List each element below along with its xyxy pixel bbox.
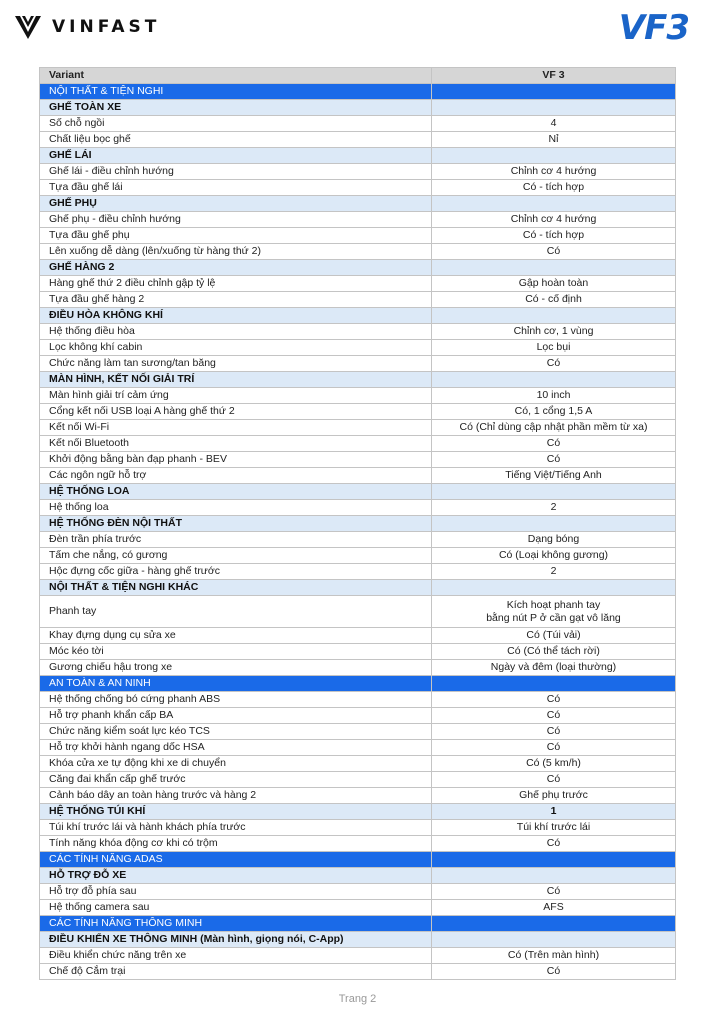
table-row xyxy=(40,596,676,628)
table-row xyxy=(40,212,676,228)
spec-label: Lọc không khí cabin xyxy=(40,340,432,356)
spec-value: Dạng bóng xyxy=(432,532,676,548)
table-row xyxy=(40,228,676,244)
section-value-cell xyxy=(432,852,676,868)
spec-label: Tấm che nắng, có gương xyxy=(40,548,432,564)
table-row xyxy=(40,292,676,308)
subsection-title: HỆ THỐNG TÚI KHÍ xyxy=(40,804,432,820)
spec-value: 10 inch xyxy=(432,388,676,404)
subsection-header-row xyxy=(40,308,676,324)
spec-label: Kết nối Bluetooth xyxy=(40,436,432,452)
spec-value: Có (5 km/h) xyxy=(432,756,676,772)
spec-table xyxy=(39,67,676,980)
subsection-header-row xyxy=(40,196,676,212)
section-title: CÁC TÍNH NĂNG ADAS xyxy=(40,852,432,868)
vinfast-logo-icon xyxy=(14,14,42,40)
spec-label: Cổng kết nối USB loại A hàng ghế thứ 2 xyxy=(40,404,432,420)
section-value-cell xyxy=(432,676,676,692)
spec-value: Có xyxy=(432,692,676,708)
spec-value xyxy=(432,596,676,628)
spec-value: Có xyxy=(432,836,676,852)
table-row xyxy=(40,644,676,660)
subsection-title: MÀN HÌNH, KẾT NỐI GIẢI TRÍ xyxy=(40,372,432,388)
subsection-title: ĐIỀU KHIỂN XE THÔNG MINH (Màn hình, giọng nói, C-App) xyxy=(40,932,432,948)
table-row xyxy=(40,324,676,340)
subsection-header-row xyxy=(40,804,676,820)
brand-name: VINFAST xyxy=(52,17,161,37)
spec-value: Có (Có thể tách rời) xyxy=(432,644,676,660)
table-row xyxy=(40,500,676,516)
table-row xyxy=(40,356,676,372)
subsection-title: GHẾ HÀNG 2 xyxy=(40,260,432,276)
spec-value: Có (Túi vải) xyxy=(432,628,676,644)
spec-value: 2 xyxy=(432,564,676,580)
spec-label: Hệ thống điều hòa xyxy=(40,324,432,340)
spec-value: Có - tích hợp xyxy=(432,180,676,196)
spec-label: Số chỗ ngồi xyxy=(40,116,432,132)
table-row xyxy=(40,164,676,180)
subsection-value-cell xyxy=(432,260,676,276)
spec-value: Chỉnh cơ 4 hướng xyxy=(432,164,676,180)
spec-label: Chế độ Cắm trại xyxy=(40,964,432,980)
spec-value: 2 xyxy=(432,500,676,516)
table-row xyxy=(40,900,676,916)
table-row xyxy=(40,468,676,484)
subsection-title: HỆ THỐNG ĐÈN NỘI THẤT xyxy=(40,516,432,532)
page-number: Trang 2 xyxy=(338,993,377,1005)
table-row xyxy=(40,948,676,964)
subsection-header-row xyxy=(40,100,676,116)
spec-label: Khay đựng dụng cụ sửa xe xyxy=(40,628,432,644)
spec-value: Có xyxy=(432,708,676,724)
subsection-value-cell xyxy=(432,196,676,212)
subsection-title: GHẾ LÁI xyxy=(40,148,432,164)
table-row xyxy=(40,132,676,148)
spec-value: Túi khí trước lái xyxy=(432,820,676,836)
section-title: AN TOÀN & AN NINH xyxy=(40,676,432,692)
table-row xyxy=(40,564,676,580)
spec-value: AFS xyxy=(432,900,676,916)
subsection-value-cell xyxy=(432,516,676,532)
spec-value: Có xyxy=(432,356,676,372)
spec-label: Hệ thống chống bó cứng phanh ABS xyxy=(40,692,432,708)
table-row xyxy=(40,180,676,196)
spec-value: Có xyxy=(432,740,676,756)
table-row xyxy=(40,788,676,804)
spec-label: Hỗ trợ phanh khẩn cấp BA xyxy=(40,708,432,724)
table-row xyxy=(40,964,676,980)
table-row xyxy=(40,244,676,260)
subsection-value-cell xyxy=(432,580,676,596)
table-row xyxy=(40,404,676,420)
spec-value: Có xyxy=(432,772,676,788)
spec-label: Chức năng kiểm soát lực kéo TCS xyxy=(40,724,432,740)
spec-label: Tựa đầu ghế lái xyxy=(40,180,432,196)
subsection-title: HỆ THỐNG LOA xyxy=(40,484,432,500)
table-row xyxy=(40,756,676,772)
subsection-header-row xyxy=(40,484,676,500)
spec-value: Có - tích hợp xyxy=(432,228,676,244)
spec-label: Tựa đầu ghế phụ xyxy=(40,228,432,244)
brand xyxy=(14,14,160,40)
page-header xyxy=(0,0,715,66)
table-row xyxy=(40,116,676,132)
table-row xyxy=(40,276,676,292)
spec-label: Tựa đầu ghế hàng 2 xyxy=(40,292,432,308)
spec-label: Màn hình giải trí cảm ứng xyxy=(40,388,432,404)
table-row xyxy=(40,548,676,564)
spec-label: Phanh tay xyxy=(40,596,432,628)
spec-label: Hệ thống camera sau xyxy=(40,900,432,916)
subsection-title: ĐIỀU HÒA KHÔNG KHÍ xyxy=(40,308,432,324)
spec-label: Tính năng khóa động cơ khi có trộm xyxy=(40,836,432,852)
spec-label: Chức năng làm tan sương/tan băng xyxy=(40,356,432,372)
spec-value: Có xyxy=(432,884,676,900)
subsection-header-row xyxy=(40,260,676,276)
spec-label: Ghế lái - điều chỉnh hướng xyxy=(40,164,432,180)
subsection-value-cell xyxy=(432,100,676,116)
spec-value: Có xyxy=(432,452,676,468)
section-header-row xyxy=(40,676,676,692)
spec-value: Có (Trên màn hình) xyxy=(432,948,676,964)
spec-label: Ghế phụ - điều chỉnh hướng xyxy=(40,212,432,228)
subsection-header-row xyxy=(40,868,676,884)
table-row xyxy=(40,884,676,900)
spec-value: 4 xyxy=(432,116,676,132)
model-logo: VF3 xyxy=(618,8,689,48)
section-title: NỘI THẤT & TIỆN NGHI xyxy=(40,84,432,100)
spec-value: Chỉnh cơ, 1 vùng xyxy=(432,324,676,340)
spec-label: Hệ thống loa xyxy=(40,500,432,516)
subsection-value-cell xyxy=(432,148,676,164)
section-header-row xyxy=(40,852,676,868)
spec-value: Có - cố định xyxy=(432,292,676,308)
spec-label: Lên xuống dễ dàng (lên/xuống từ hàng thứ 2) xyxy=(40,244,432,260)
table-row xyxy=(40,388,676,404)
spec-label: Hộc đựng cốc giữa - hàng ghế trước xyxy=(40,564,432,580)
spec-value: Có (Chỉ dùng cập nhật phần mềm từ xa) xyxy=(432,420,676,436)
table-row xyxy=(40,740,676,756)
spec-label: Hỗ trợ đỗ phía sau xyxy=(40,884,432,900)
spec-value: Gập hoàn toàn xyxy=(432,276,676,292)
column-header-variant: Variant xyxy=(40,68,432,84)
table-row xyxy=(40,772,676,788)
table-row xyxy=(40,452,676,468)
spec-value: Tiếng Việt/Tiếng Anh xyxy=(432,468,676,484)
subsection-header-row xyxy=(40,372,676,388)
spec-value-line: bằng nút P ở cần gạt vô lăng xyxy=(486,611,621,624)
spec-value: Có xyxy=(432,724,676,740)
table-row xyxy=(40,420,676,436)
subsection-value-cell xyxy=(432,932,676,948)
table-row xyxy=(40,692,676,708)
table-row xyxy=(40,820,676,836)
spec-value: Có (Loại không gương) xyxy=(432,548,676,564)
subsection-value-cell xyxy=(432,868,676,884)
table-row xyxy=(40,708,676,724)
spec-label: Khởi động bằng bàn đạp phanh - BEV xyxy=(40,452,432,468)
spec-value: Nỉ xyxy=(432,132,676,148)
column-header-model: VF 3 xyxy=(432,68,676,84)
subsection-title: GHẾ PHỤ xyxy=(40,196,432,212)
subsection-value-cell xyxy=(432,484,676,500)
subsection-title: GHẾ TOÀN XE xyxy=(40,100,432,116)
spec-label: Gương chiếu hậu trong xe xyxy=(40,660,432,676)
subsection-value-cell xyxy=(432,308,676,324)
table-row xyxy=(40,340,676,356)
spec-value: Có xyxy=(432,964,676,980)
section-title: CÁC TÍNH NĂNG THÔNG MINH xyxy=(40,916,432,932)
table-header-row xyxy=(40,68,676,84)
subsection-value-cell: 1 xyxy=(432,804,676,820)
subsection-header-row xyxy=(40,932,676,948)
section-header-row xyxy=(40,84,676,100)
table-row xyxy=(40,724,676,740)
subsection-header-row xyxy=(40,516,676,532)
subsection-header-row xyxy=(40,148,676,164)
subsection-value-cell xyxy=(432,372,676,388)
section-value-cell xyxy=(432,84,676,100)
spec-value: Ngày và đêm (loại thường) xyxy=(432,660,676,676)
subsection-title: NỘI THẤT & TIỆN NGHI KHÁC xyxy=(40,580,432,596)
table-row xyxy=(40,660,676,676)
spec-label: Cảnh báo dây an toàn hàng trước và hàng 2 xyxy=(40,788,432,804)
spec-label: Các ngôn ngữ hỗ trợ xyxy=(40,468,432,484)
spec-label: Khóa cửa xe tự động khi xe di chuyển xyxy=(40,756,432,772)
spec-value: Có xyxy=(432,436,676,452)
spec-label: Móc kéo tời xyxy=(40,644,432,660)
spec-label: Điều khiển chức năng trên xe xyxy=(40,948,432,964)
subsection-header-row xyxy=(40,580,676,596)
spec-label: Hỗ trợ khởi hành ngang dốc HSA xyxy=(40,740,432,756)
spec-label: Túi khí trước lái và hành khách phía trước xyxy=(40,820,432,836)
spec-label: Chất liệu bọc ghế xyxy=(40,132,432,148)
section-header-row xyxy=(40,916,676,932)
spec-label: Kết nối Wi-Fi xyxy=(40,420,432,436)
table-row xyxy=(40,836,676,852)
spec-value: Ghế phụ trước xyxy=(432,788,676,804)
spec-value-line: Kích hoạt phanh tay xyxy=(506,598,601,611)
spec-value: Chỉnh cơ 4 hướng xyxy=(432,212,676,228)
spec-value: Lọc bụi xyxy=(432,340,676,356)
section-value-cell xyxy=(432,916,676,932)
table-row xyxy=(40,436,676,452)
spec-value: Có xyxy=(432,244,676,260)
table-row xyxy=(40,532,676,548)
table-row xyxy=(40,628,676,644)
spec-value: Có, 1 cổng 1,5 A xyxy=(432,404,676,420)
subsection-title: HỖ TRỢ ĐỖ XE xyxy=(40,868,432,884)
spec-label: Căng đai khẩn cấp ghế trước xyxy=(40,772,432,788)
spec-label: Hàng ghế thứ 2 điều chỉnh gập tỷ lệ xyxy=(40,276,432,292)
spec-label: Đèn trần phía trước xyxy=(40,532,432,548)
